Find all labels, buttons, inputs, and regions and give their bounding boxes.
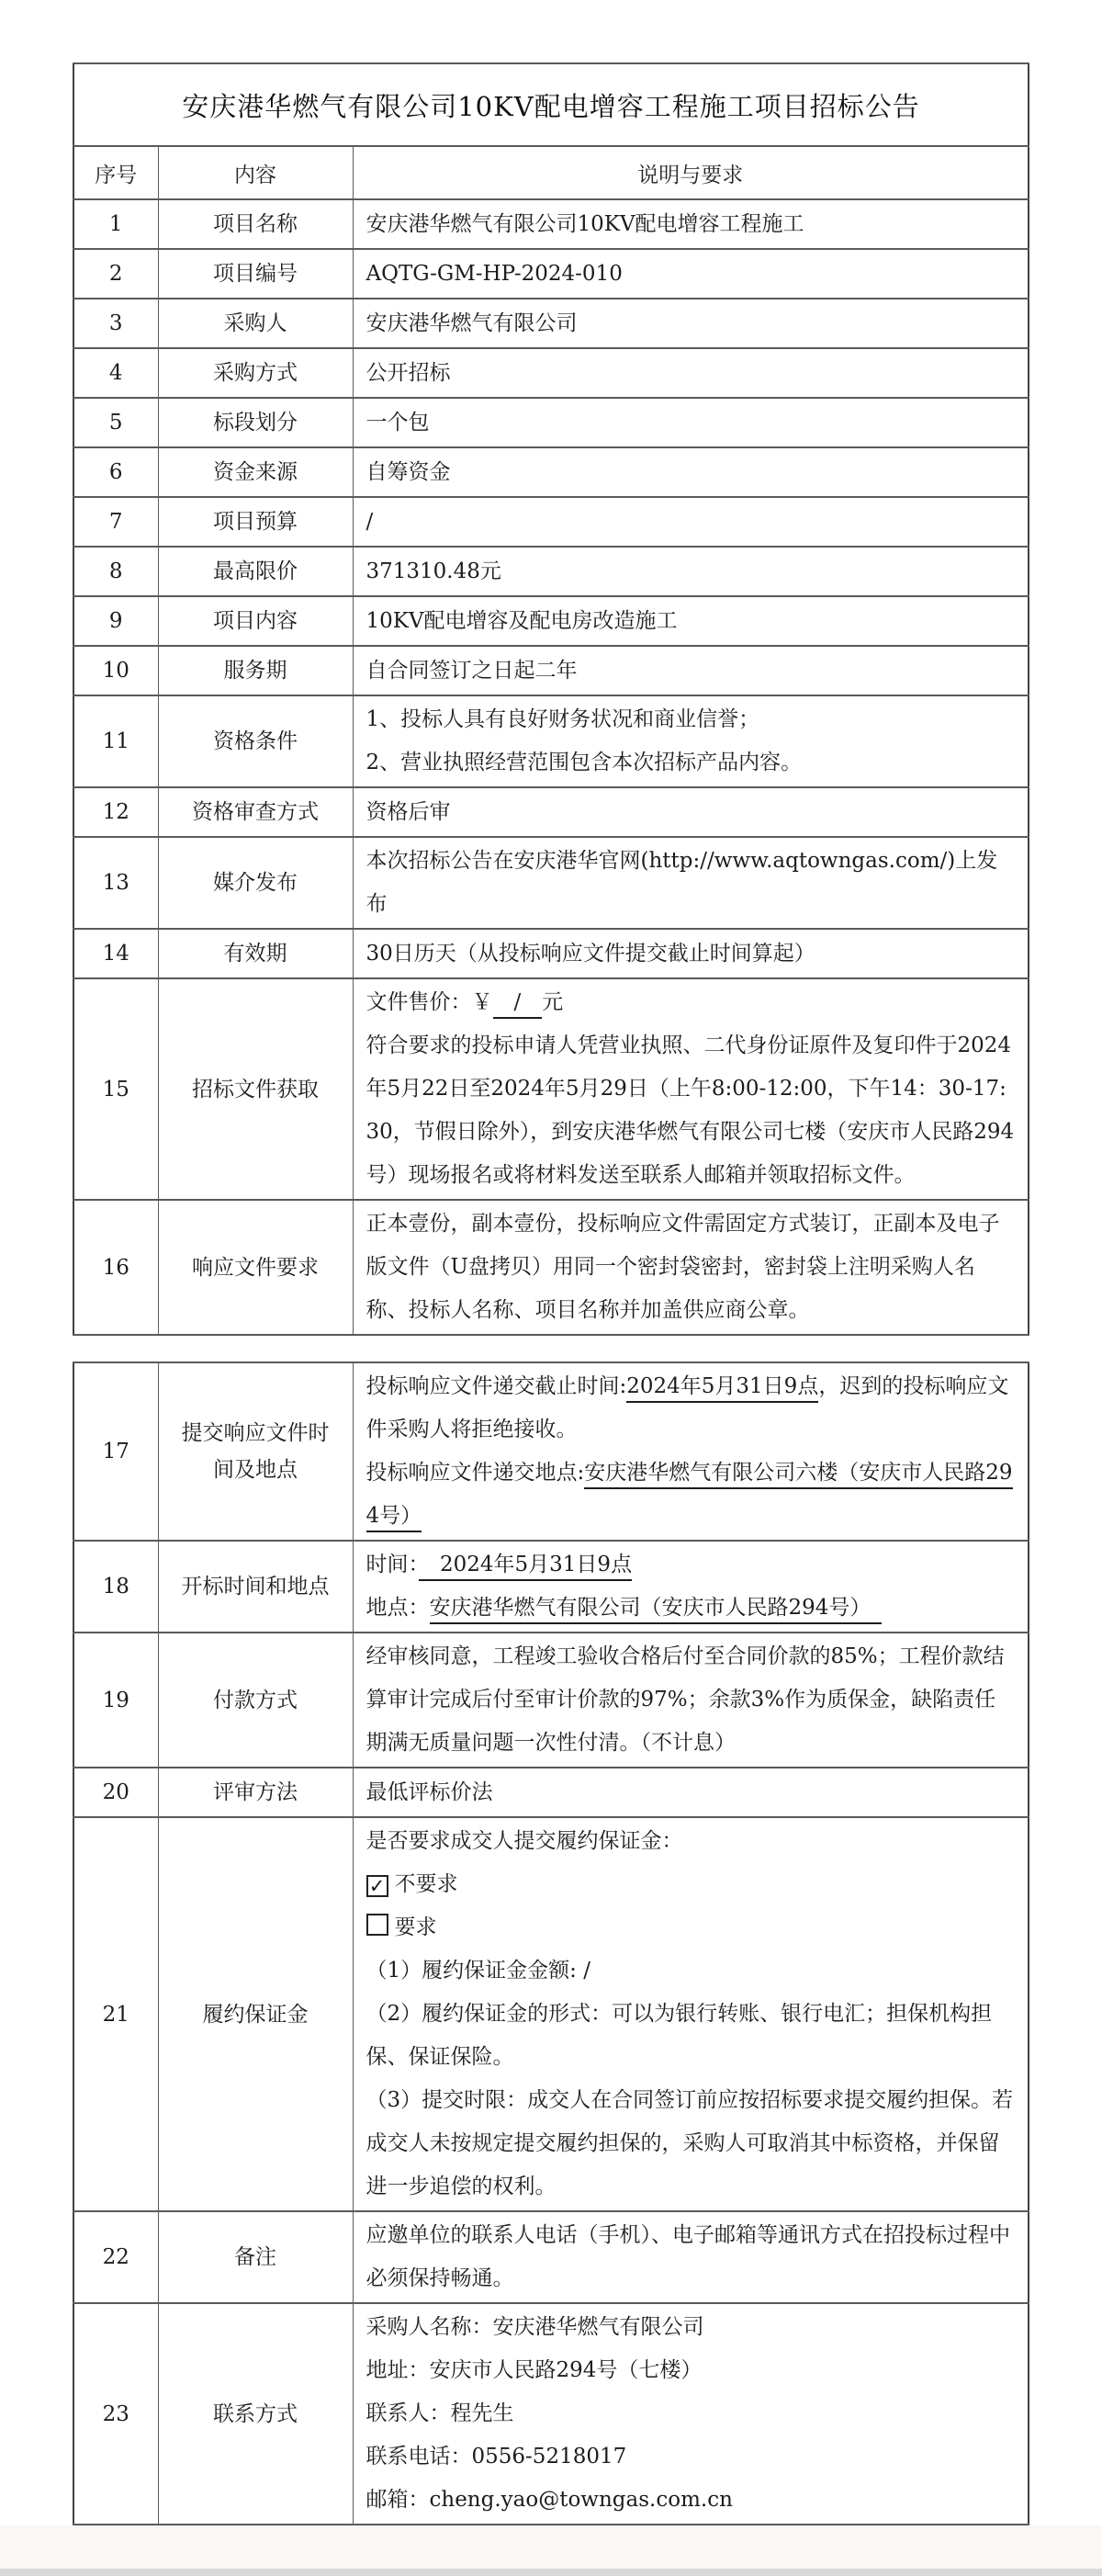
- row-number: 20: [73, 1768, 158, 1817]
- desc-line: [366, 600, 1016, 643]
- table-row: [73, 695, 1029, 787]
- row-description: [353, 646, 1029, 695]
- text-segment: 安庆港华燃气有限公司: [365, 311, 578, 335]
- row-description: [353, 929, 1029, 978]
- desc-line: [366, 2392, 1016, 2435]
- row-number: 3: [73, 299, 158, 348]
- underlined-text: 安庆港华燃气有限公司六楼（安庆市人民路294号）: [366, 1461, 1013, 1532]
- row-label: 项目预算: [158, 497, 353, 547]
- row-description: [353, 1768, 1029, 1817]
- row-label: 评审方法: [158, 1768, 353, 1817]
- header-row: [73, 146, 1029, 199]
- row-label: 联系方式: [158, 2303, 353, 2525]
- table-row: [73, 978, 1029, 1200]
- row-label: 资格条件: [158, 695, 353, 787]
- text-segment: 投标响应文件递交地点:: [365, 1461, 585, 1485]
- row-description: [353, 596, 1029, 646]
- desc-line: [366, 1024, 1016, 1197]
- row-number: 13: [73, 837, 158, 929]
- text-segment: 联系人：程先生: [365, 2401, 514, 2425]
- desc-line: [366, 1203, 1016, 1332]
- row-number: 11: [73, 695, 158, 787]
- text-segment: 是否要求成交人提交履约保证金：: [365, 1829, 683, 1853]
- desc-line: [366, 1863, 1016, 1906]
- text-segment: 地点：: [365, 1596, 430, 1620]
- text-segment: 资格后审: [365, 799, 451, 824]
- row-description: [353, 547, 1029, 596]
- row-description: [353, 398, 1029, 447]
- row-number: 8: [73, 547, 158, 596]
- desc-line: [366, 698, 1016, 741]
- text-segment: （1）履约保证金金额: /: [365, 1959, 590, 1983]
- text-segment: 不要求: [394, 1872, 458, 1896]
- text-segment: 正本壹份，副本壹份，投标响应文件需固定方式装订，正副本及电子版文件（U盘拷贝）用同一个密封袋密封，密封袋上注明采购人名称、投标人名称、项目名称并加盖供应商公章。: [365, 1212, 1000, 1322]
- announcement-table-second: [73, 1361, 1029, 2525]
- table-row: [73, 2211, 1029, 2303]
- row-description: [353, 447, 1029, 497]
- table-row: [73, 398, 1029, 447]
- page-title: 安庆港华燃气有限公司10KV配电增容工程施工项目招标公告: [73, 63, 1029, 146]
- desc-line: [366, 253, 1016, 296]
- row-label: 项目名称: [158, 199, 353, 249]
- desc-line: [366, 1635, 1016, 1765]
- text-segment: 本次招标公告在安庆港华官网(http://www.aqtowngas.com/)上发布: [365, 849, 998, 916]
- table-row: [73, 447, 1029, 497]
- desc-line: [366, 932, 1016, 976]
- row-description: [353, 837, 1029, 929]
- text-segment: AQTG-GM-HP-2024-010: [365, 261, 623, 286]
- table-row: [73, 837, 1029, 929]
- row-number: 16: [73, 1200, 158, 1335]
- desc-line: [366, 501, 1016, 544]
- row-description: [353, 249, 1029, 299]
- row-label: 资格审查方式: [158, 787, 353, 837]
- row-description: [353, 2211, 1029, 2303]
- underlined-text: 2024年5月31日9点: [419, 1553, 632, 1581]
- table-row: [73, 249, 1029, 299]
- table-row: [73, 596, 1029, 646]
- desc-line: [366, 451, 1016, 494]
- row-number: 18: [73, 1541, 158, 1633]
- desc-line: [366, 650, 1016, 693]
- row-label: 履约保证金: [158, 1817, 353, 2211]
- text-segment: 371310.48元: [365, 559, 501, 583]
- table-row: [73, 348, 1029, 398]
- page-bottom-margin: [0, 2525, 1102, 2569]
- column-header-content: 内容: [158, 146, 353, 199]
- text-segment: ，迟到的投标响应文件采购人将拒绝接收。: [365, 1374, 1009, 1441]
- row-number: 17: [73, 1362, 158, 1541]
- row-label: 采购人: [158, 299, 353, 348]
- row-number: 5: [73, 398, 158, 447]
- text-segment: 时间：: [365, 1553, 419, 1576]
- desc-line: [366, 550, 1016, 593]
- rows-17-23: [73, 1362, 1029, 2525]
- table-row: [73, 929, 1029, 978]
- row-description: [353, 978, 1029, 1200]
- desc-line: [366, 2079, 1016, 2209]
- row-label: 媒介发布: [158, 837, 353, 929]
- row-description: [353, 1817, 1029, 2211]
- row-number: 12: [73, 787, 158, 837]
- title-row: [73, 63, 1029, 146]
- row-number: 4: [73, 348, 158, 398]
- row-label: 最高限价: [158, 547, 353, 596]
- row-number: 14: [73, 929, 158, 978]
- desc-line: [366, 2349, 1016, 2392]
- text-segment: 自筹资金: [365, 459, 451, 484]
- row-label: 响应文件要求: [158, 1200, 353, 1335]
- desc-line: [366, 791, 1016, 834]
- text-segment: 符合要求的投标申请人凭营业执照、二代身份证原件及复印件于2024年5月22日至2024年5月29日（上午8:00-12:00，下午14：30-17:30，节假日除外），到安庆港华燃气有限公司七楼（安庆市人民路294号）现场报名或将材料发送至联系人邮箱并领取招标文件。: [365, 1034, 1015, 1187]
- desc-line: [366, 2214, 1016, 2300]
- row-number: 9: [73, 596, 158, 646]
- desc-line: [366, 1452, 1016, 1538]
- desc-line: [366, 741, 1016, 785]
- row-label: 采购方式: [158, 348, 353, 398]
- row-description: [353, 2303, 1029, 2525]
- table-row: [73, 299, 1029, 348]
- table-row: [73, 1541, 1029, 1633]
- text-segment: 应邀单位的联系人电话（手机）、电子邮箱等通讯方式在招投标过程中必须保持畅通。: [365, 2223, 1010, 2290]
- rows-1-16: [73, 199, 1029, 1335]
- row-description: [353, 497, 1029, 547]
- desc-line: [366, 352, 1016, 395]
- row-number: 6: [73, 447, 158, 497]
- row-description: [353, 695, 1029, 787]
- desc-line: [366, 1993, 1016, 2079]
- row-label: 开标时间和地点: [158, 1541, 353, 1633]
- desc-line: [366, 2435, 1016, 2479]
- text-segment: 要求: [394, 1915, 437, 1939]
- row-label: 项目编号: [158, 249, 353, 299]
- table-row: [73, 2303, 1029, 2525]
- table-row: [73, 1817, 1029, 2211]
- desc-line: [366, 840, 1016, 926]
- table-row: [73, 199, 1029, 249]
- text-segment: 邮箱：cheng.yao@towngas.com.cn: [365, 2488, 733, 2512]
- checkbox-checked-icon: ✓: [366, 1875, 388, 1897]
- table-row: [73, 1768, 1029, 1817]
- row-number: 7: [73, 497, 158, 547]
- row-number: 15: [73, 978, 158, 1200]
- footer-strip: [0, 2569, 1102, 2576]
- row-label: 招标文件获取: [158, 978, 353, 1200]
- text-segment: 经审核同意，工程竣工验收合格后付至合同价款的85%；工程价款结算审计完成后付至审计价款的97%；余款3%作为质保金，缺陷责任期满无质量问题一次性付清。（不计息）: [365, 1644, 1005, 1755]
- column-header-description: 说明与要求: [353, 146, 1029, 199]
- text-segment: 联系电话：0556-5218017: [365, 2445, 627, 2469]
- table-row: [73, 1362, 1029, 1541]
- document-page: [0, 62, 1102, 2576]
- text-segment: （3）提交时限：成交人在合同签订前应按招标要求提交履约担保。若成交人未按规定提交履约担保的，采购人可取消其中标资格，并保留进一步追偿的权利。: [365, 2088, 1014, 2198]
- text-segment: 元: [542, 990, 564, 1014]
- row-label: 标段划分: [158, 398, 353, 447]
- row-label: 项目内容: [158, 596, 353, 646]
- desc-line: [366, 1587, 1016, 1630]
- text-segment: 安庆港华燃气有限公司10KV配电增容工程施工: [365, 211, 804, 236]
- row-label: 服务期: [158, 646, 353, 695]
- row-number: 19: [73, 1633, 158, 1768]
- underlined-text: /: [493, 990, 543, 1019]
- row-number: 1: [73, 199, 158, 249]
- text-segment: /: [365, 509, 374, 534]
- row-description: [353, 199, 1029, 249]
- table-row: [73, 497, 1029, 547]
- row-number: 21: [73, 1817, 158, 2211]
- row-label: 备注: [158, 2211, 353, 2303]
- text-segment: 地址：安庆市人民路294号（七楼）: [365, 2358, 703, 2382]
- row-description: [353, 1362, 1029, 1541]
- checkbox-empty-icon: [366, 1914, 388, 1936]
- row-number: 10: [73, 646, 158, 695]
- table-row: [73, 787, 1029, 837]
- row-label: 付款方式: [158, 1633, 353, 1768]
- table-row: [73, 646, 1029, 695]
- text-segment: 10KV配电增容及配电房改造施工: [365, 608, 678, 633]
- desc-line: [366, 401, 1016, 445]
- desc-line: [366, 302, 1016, 345]
- text-segment: 30日历天（从投标响应文件提交截止时间算起）: [365, 941, 815, 966]
- row-description: [353, 1633, 1029, 1768]
- text-segment: 2、营业执照经营范围包含本次招标产品内容。: [365, 751, 803, 774]
- text-segment: 文件售价：￥: [365, 990, 493, 1014]
- row-description: [353, 348, 1029, 398]
- text-segment: 自合同签订之日起二年: [365, 658, 578, 683]
- announcement-table-main: [73, 62, 1029, 1336]
- text-segment: 最低评标价法: [365, 1779, 493, 1804]
- desc-line: [366, 981, 1016, 1024]
- table-row: [73, 547, 1029, 596]
- column-header-no: 序号: [73, 146, 158, 199]
- desc-line: [366, 2479, 1016, 2522]
- desc-line: [366, 1365, 1016, 1452]
- row-number: 22: [73, 2211, 158, 2303]
- row-label: 提交响应文件时间及地点: [158, 1362, 353, 1541]
- table-row: [73, 1200, 1029, 1335]
- desc-line: [366, 2306, 1016, 2349]
- text-segment: 采购人名称：安庆港华燃气有限公司: [365, 2315, 704, 2339]
- row-label: 有效期: [158, 929, 353, 978]
- desc-line: [366, 1949, 1016, 1993]
- text-segment: 投标响应文件递交截止时间:: [365, 1374, 627, 1398]
- row-description: [353, 1200, 1029, 1335]
- row-description: [353, 299, 1029, 348]
- text-segment: 一个包: [365, 410, 430, 435]
- row-number: 23: [73, 2303, 158, 2525]
- row-description: [353, 787, 1029, 837]
- desc-line: [366, 1543, 1016, 1587]
- text-segment: 公开招标: [365, 360, 451, 385]
- row-description: [353, 1541, 1029, 1633]
- desc-line: [366, 203, 1016, 246]
- text-segment: （2）履约保证金的形式：可以为银行转账、银行电汇；担保机构担保、保证保险。: [365, 2002, 993, 2069]
- desc-line: [366, 1906, 1016, 1949]
- desc-line: [366, 1771, 1016, 1814]
- underlined-text: 安庆港华燃气有限公司（安庆市人民路294号）: [430, 1596, 882, 1624]
- table-row: [73, 1633, 1029, 1768]
- desc-line: [366, 1820, 1016, 1863]
- text-segment: 1、投标人具有良好财务状况和商业信誉；: [365, 707, 760, 731]
- underlined-text: 2024年5月31日9点: [626, 1374, 818, 1403]
- row-label: 资金来源: [158, 447, 353, 497]
- row-number: 2: [73, 249, 158, 299]
